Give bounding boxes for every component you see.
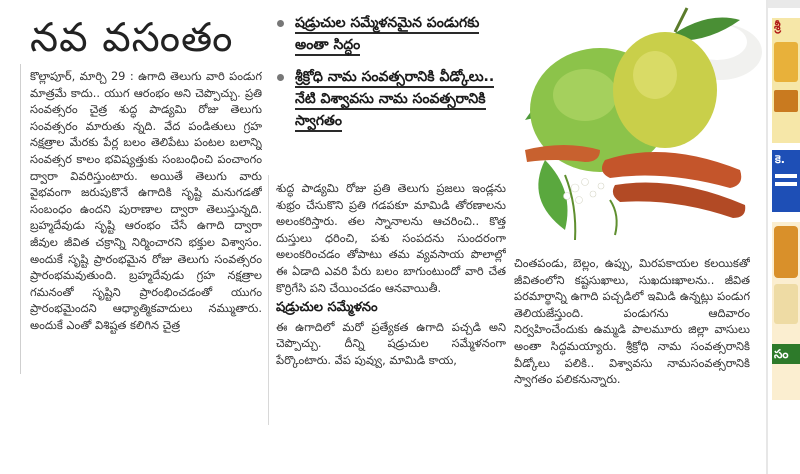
ad-text-2: కె.	[775, 153, 785, 166]
ad-image	[774, 284, 798, 324]
highlights-list	[273, 12, 503, 142]
ad-image	[774, 90, 798, 112]
ad-panel-blue	[772, 150, 800, 212]
tamarind-pod	[602, 152, 741, 188]
leaf-shape	[538, 160, 567, 230]
article-column-middle	[276, 180, 506, 420]
strip-top-band	[768, 0, 800, 8]
mango-highlight	[553, 69, 617, 121]
highlight-item	[273, 66, 503, 132]
ad-text-1: శ్రీ	[774, 19, 781, 33]
ad-line	[775, 174, 797, 178]
highlight-text-1: షడ్రుచుల సమ్మేళనమైన పండుగకు అంతా సిద్ధం	[295, 15, 479, 56]
middle-paragraph: శుద్ధ పాడ్యమి రోజు ప్రతి తెలుగు ప్రజలు ఇండ్లను శుభ్రం చేసుకొని ప్రతి గడపకూ మామిడి తోరణాలను అలంకరిస్తారు. తల స్నానాలను ఆచరించి.. కొత్త దుస్తులు ధరించి, పశు సంపదను సుందరంగా అలంకరించడం తోపాటు తమ వ్యవసాయ పొలాల్లో ఈ ఏడాది ఎవరి పేరు బలం బాగుంటుందో వారి చేత కొర్రిగేసి పని చేయించడం ఆనవాయితీ.	[276, 181, 506, 295]
mango-illustration	[505, 0, 767, 248]
bullet-icon	[277, 20, 284, 27]
article-column-left	[30, 68, 262, 418]
subheading: షడ్రుచుల సమ్మేళనం	[276, 300, 378, 316]
highlight-item	[273, 12, 503, 56]
highlight-text-2: శ్రీక్రోధి నామ సంవత్సరానికి వీడ్కోలు.. నేటి విశ్వావసు నామ సంవత్సరానికి స్వాగతం	[295, 69, 494, 132]
column-rule-left	[20, 64, 21, 374]
tamarind-pod	[525, 145, 600, 162]
ad-image	[774, 226, 798, 278]
bullet-icon	[277, 74, 284, 81]
ad-panel-bottom	[772, 222, 800, 400]
middle-paragraph-2: ఈ ఉగాదిలో మరో ప్రత్యేకత ఉగాది పచ్చడి అని చెప్పొచ్చు. దీన్ని షడ్రుచుల సమ్మేళనంగా పేర్కొంటారు. వేప పువ్వు, మామిడి కాయ,	[276, 319, 506, 367]
article-column-right	[514, 255, 750, 430]
column-rule-middle	[268, 175, 269, 425]
page-edge-divider	[766, 0, 768, 474]
right-paragraph: చింతపండు, బెల్లం, ఉప్పు, మిరపకాయల కలయికతో జీవితంలోని కష్టసుఖాలు, సుఖదుఃఖాలను.. జీవిత పరమార్థాన్ని ఉగాది పచ్చడిలో ఇమిడి ఉన్నట్లు పండుగ తెలియజేస్తుంది. పండుగను ఆదివారం నిర్వహించేందుకు ఉమ్మడి పాలమూరు జిల్లా వాసులు అంతా సిద్ధమయ్యారు. శ్రీక్రోధి నామ సంవత్సరానికి వీడ్కోలు పలికి.. విశ్వావసు నామసంవత్సరానికి స్వాగతం పలికనున్నారు.	[514, 256, 750, 387]
tamarind-pod	[613, 183, 745, 219]
mango-highlight	[633, 51, 677, 99]
ad-line	[775, 182, 797, 186]
ad-panel-top	[772, 18, 800, 143]
ad-text-3: సం	[772, 344, 800, 364]
neem-stem	[610, 200, 617, 235]
left-paragraph: కొల్లాపూర్, మార్చి 29 : ఉగాది తెలుగు వారి పండుగ మాత్రమే కాదు.. యుగ ఆరంభం అని చెప్పొచ్చు. ప్రతి సంవత్సరం చైత్ర శుద్ధ పాడ్యమి రోజు తెలుగు సంవత్సరం మారుతు న్నది. వేద పండితులు గ్రహ నక్షత్రాల మేరకు పేర్ల బలం తెలిపేటు పంటల బలాన్ని సంవత్సర కాలం భవిష్యత్తుకు సంబంధించి పంచాంగం ద్వారా వివరిస్తుంటారు. అయితే తెలుగు వారు వైభవంగా జరుపుకొనే ఉగాదికి సృష్టి మనుగడతో సంబంధం ఉందని పురాణాల ద్వారా తెలుస్తున్నది. బ్రహ్మదేవుడు సృష్టి ఆరంభం చేసే ఉగాది ద్వారా జీవుల జీవిత చక్రాన్ని నిర్మించారని భక్తుల విశ్వాసం. అందుకే సృష్టి ప్రారంభమైన రోజు తెలుగు సంవత్సరం ప్రారంభమవుతుంది. బ్రహ్మదేవుడు గ్రహ నక్షత్రాల గమనంతో సృష్టిని ప్రారంభించడంతో యుగం ప్రారంభమైందని ఆధ్యాత్మికవాదులు నమ్ముతారు. అందుకే ఎంతో విశిష్టత కలిగిన చైత్ర	[30, 69, 262, 332]
article-headline: నవ వసంతం	[30, 15, 234, 61]
ad-image	[774, 42, 798, 82]
